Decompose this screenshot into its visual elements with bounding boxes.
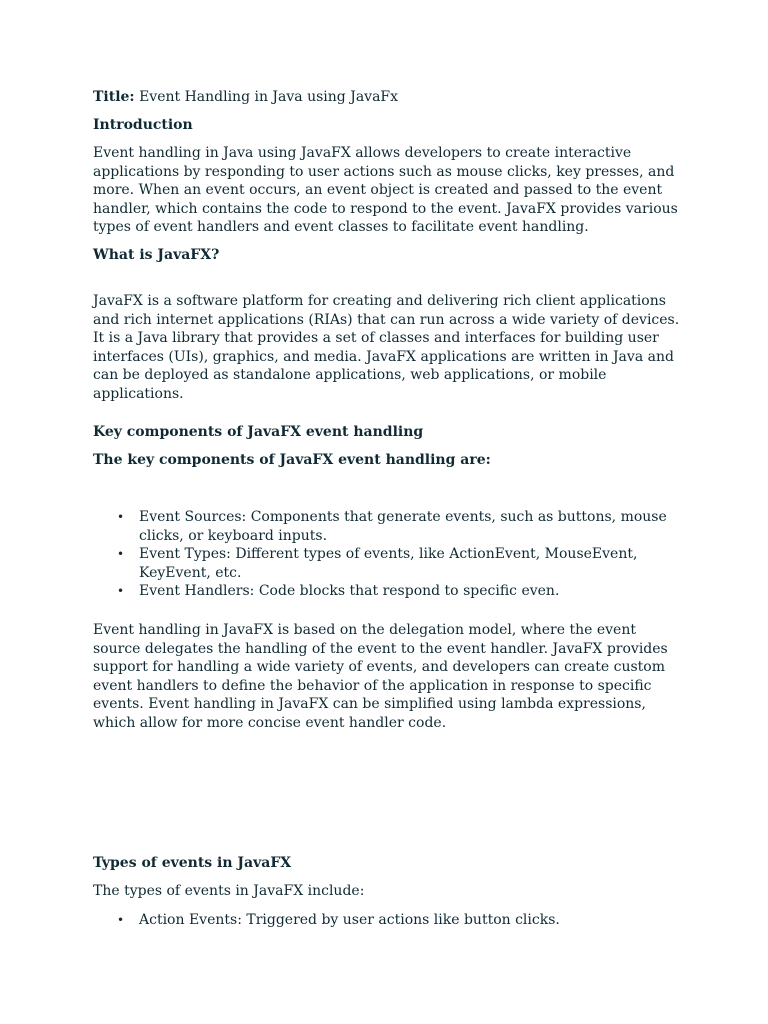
intro-paragraph: Event handling in Java using JavaFX allows developers to create interactive applications by responding to user actions such as mouse clicks, key presses, and more. When an event occurs, an event object is created and passed to the event handler, which contains the code to respond to the event. JavaFX provides various types of event handlers and event classes to facilitate event handling.: [93, 145, 678, 236]
what-heading: What is JavaFX?: [93, 247, 220, 263]
types-intro: The types of events in JavaFX include:: [93, 883, 365, 899]
document-title: [93, 88, 683, 107]
event-types-list: [93, 911, 683, 930]
key-subheading: The key components of JavaFX event handling are:: [93, 452, 491, 468]
list-item-text: Event Types: Different types of events, like ActionEvent, MouseEvent, KeyEvent, etc.: [139, 546, 638, 581]
list-item: [93, 582, 683, 601]
bullet-icon: •: [117, 547, 125, 562]
bullet-icon: •: [117, 584, 125, 599]
key-components-list: [93, 508, 683, 601]
what-paragraph: JavaFX is a software platform for creating and delivering rich client applications and rich internet applications (RIAs) that can run across a wide variety of devices. It is a Java library that provides a set of classes and interfaces for building user interfaces (UIs), graphics, and media. JavaFX applications are written in Java and can be deployed as standalone applications, web applications, or mobile applications.: [93, 293, 680, 402]
bullet-icon: •: [117, 913, 125, 927]
list-item-text: Event Handlers: Code blocks that respond to specific even.: [139, 583, 560, 600]
key-heading: Key components of JavaFX event handling: [93, 424, 424, 440]
list-item-text: Action Events: Triggered by user actions like button clicks.: [139, 912, 560, 928]
delegation-paragraph: Event handling in JavaFX is based on the delegation model, where the event source delegates the handling of the event to the event handler. JavaFX provides support for handling a wide variety of events, and developers can create custom event handlers to define the behavior of the application in response to specific events. Event handling in JavaFX can be simplified using lambda expressions, which allow for more concise event handler code.: [93, 622, 668, 731]
title-text: Event Handling in Java using JavaFx: [139, 89, 399, 105]
list-item: [93, 545, 683, 582]
list-item-text: Event Sources: Components that generate events, such as buttons, mouse clicks, or keyboard inputs.: [139, 509, 667, 544]
types-heading: Types of events in JavaFX: [93, 855, 292, 871]
intro-heading: Introduction: [93, 117, 193, 133]
list-item: [93, 911, 683, 930]
bullet-icon: •: [117, 510, 125, 524]
list-item: [93, 508, 683, 545]
title-label: Title:: [93, 89, 135, 105]
